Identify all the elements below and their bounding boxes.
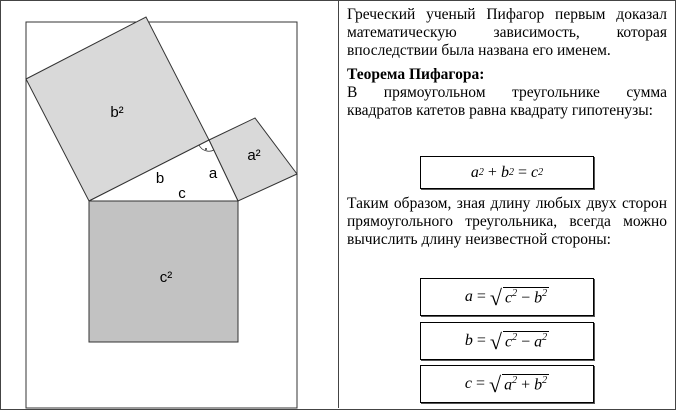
explanation-column bbox=[347, 6, 667, 120]
formula-find-a: a = √ $c^2 - b^2$ bbox=[420, 278, 594, 316]
label-side-c: c bbox=[178, 185, 186, 202]
formula-main: a 2 + b 2 = c 2 bbox=[420, 156, 594, 189]
conclusion-paragraph: Таким образом, зная длину любых двух сторон прямоугольного треугольника, всегда можно вычислить длину неизвестной стороны: bbox=[347, 195, 667, 248]
theorem-body: В прямоугольном треугольнике сумма квадратов катетов равна квадрату гипотенузы: bbox=[347, 84, 667, 119]
intro-paragraph: Греческий ученый Пифагор первым доказал математическую зависимость, которая впоследствии была названа его именем. bbox=[347, 6, 667, 59]
formula-find-b: b = √ $c^2 - a^2$ bbox=[420, 322, 594, 360]
formula-find-c: c = √ $a^2 + b^2$ bbox=[420, 365, 594, 403]
right-angle-dot bbox=[205, 148, 207, 150]
label-side-b: b bbox=[155, 170, 165, 187]
label-b-squared: b² bbox=[110, 104, 124, 121]
theorem-title: Теорема Пифагора: bbox=[347, 66, 485, 83]
conclusion-block bbox=[347, 195, 667, 249]
label-side-a: a bbox=[208, 165, 218, 182]
column-divider bbox=[338, 0, 339, 408]
label-a-squared: a² bbox=[247, 147, 261, 164]
label-c-squared: c² bbox=[159, 269, 173, 286]
